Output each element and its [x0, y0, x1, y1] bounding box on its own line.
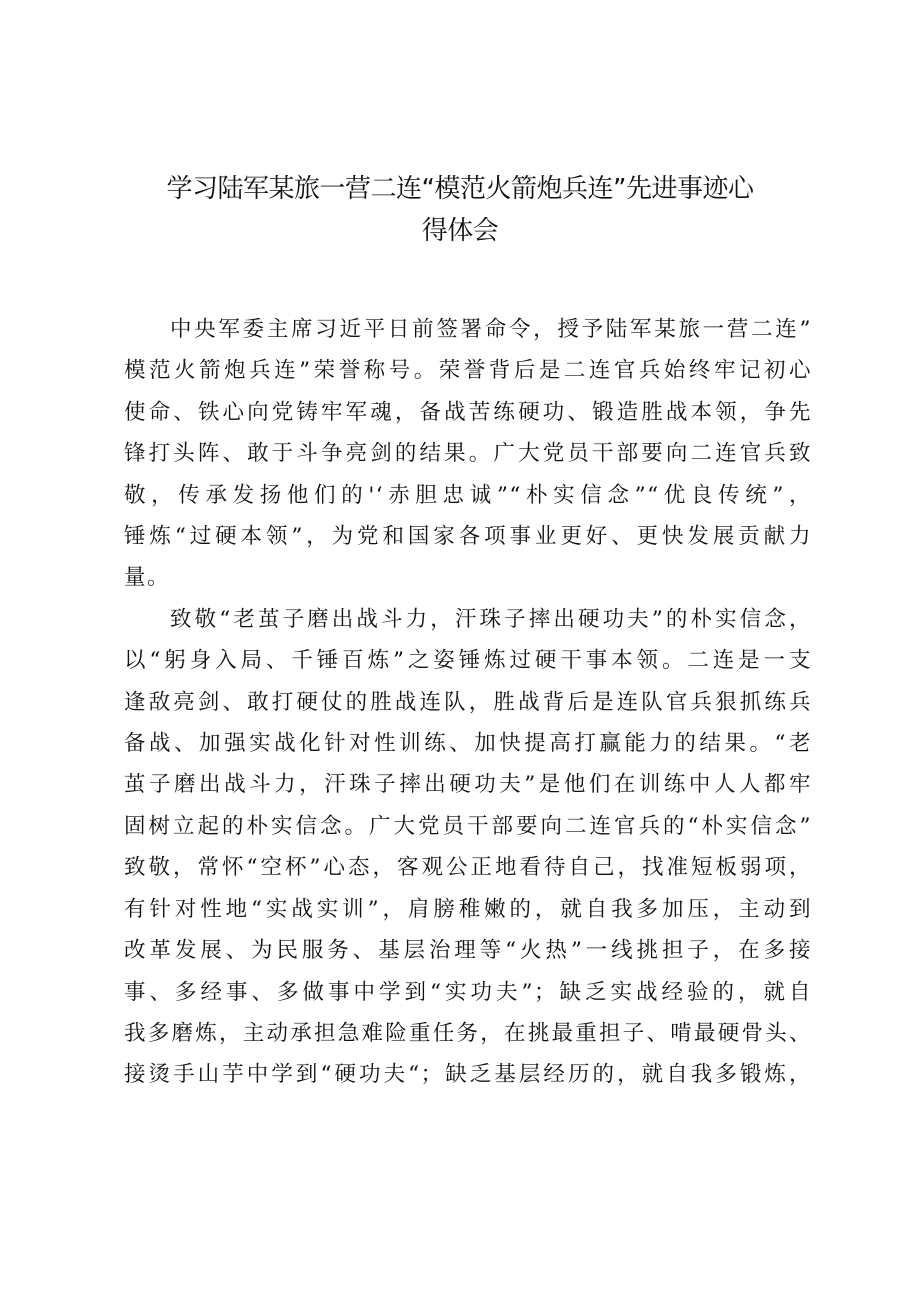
text-line: 备战、加强实战化针对性训练、加快提高打赢能力的结果。“老 [124, 731, 812, 757]
paragraph-2 [124, 599, 812, 1096]
text-line: 改革发展、为民服务、基层治理等“火热”一线挑担子，在多接 [124, 938, 812, 964]
text-line: 锤炼“过硬本领”，为党和国家各项事业更好、更快发展贡献力 [124, 524, 812, 550]
text-line: 有针对性地“实战实训”，肩膀稚嫩的，就自我多加压，主动到 [124, 896, 812, 922]
text-line: 敬，传承发扬他们的'‘赤胆忠诚”“朴实信念”“优良传统”， [124, 482, 812, 508]
text-line: 茧子磨出战斗力，汗珠子摔出硬功夫”是他们在训练中人人都牢 [124, 772, 812, 798]
text-line: 致敬“老茧子磨出战斗力，汗珠子摔出硬功夫”的朴实信念， [170, 606, 812, 632]
text-line: 致敬，常怀“空杯”心态，客观公正地看待自己，找准短板弱项， [124, 855, 812, 881]
page-title [120, 168, 800, 252]
text-line: 接烫手山芋中学到“硬功夫“；缺乏基层经历的，就自我多锻炼， [124, 1062, 812, 1088]
text-line: 以“躬身入局、千锤百炼”之姿锤炼过硬干事本领。二连是一支 [124, 648, 812, 674]
text-line: 我多磨炼，主动承担急难险重任务，在挑最重担子、啃最硬骨头、 [124, 1020, 812, 1046]
title-line-1: 学习陆军某旅一营二连“模范火箭炮兵连”先进事迹心 [166, 174, 754, 204]
text-line: 量。 [124, 565, 171, 591]
text-line: 逢敌亮剑、敢打硬仗的胜战连队，胜战背后是连队官兵狠抓练兵 [124, 689, 812, 715]
paragraph-1 [124, 309, 812, 599]
document-body [124, 309, 812, 1096]
text-line: 模范火箭炮兵连”荣誉称号。荣誉背后是二连官兵始终牢记初心 [124, 358, 812, 384]
text-line: 事、多经事、多做事中学到“实功夫”；缺乏实战经验的，就自 [124, 979, 812, 1005]
text-line: 锋打头阵、敢于斗争亮剑的结果。广大党员干部要向二连官兵致 [124, 441, 812, 467]
text-line: 使命、铁心向党铸牢军魂，备战苦练硬功、锻造胜战本领，争先 [124, 399, 812, 425]
title-line-2: 得体会 [421, 216, 499, 246]
text-line: 固树立起的朴实信念。广大党员干部要向二连官兵的“朴实信念” [124, 813, 812, 839]
text-line: 中央军委主席习近平日前签署命令，授予陆军某旅一营二连” [170, 317, 812, 342]
